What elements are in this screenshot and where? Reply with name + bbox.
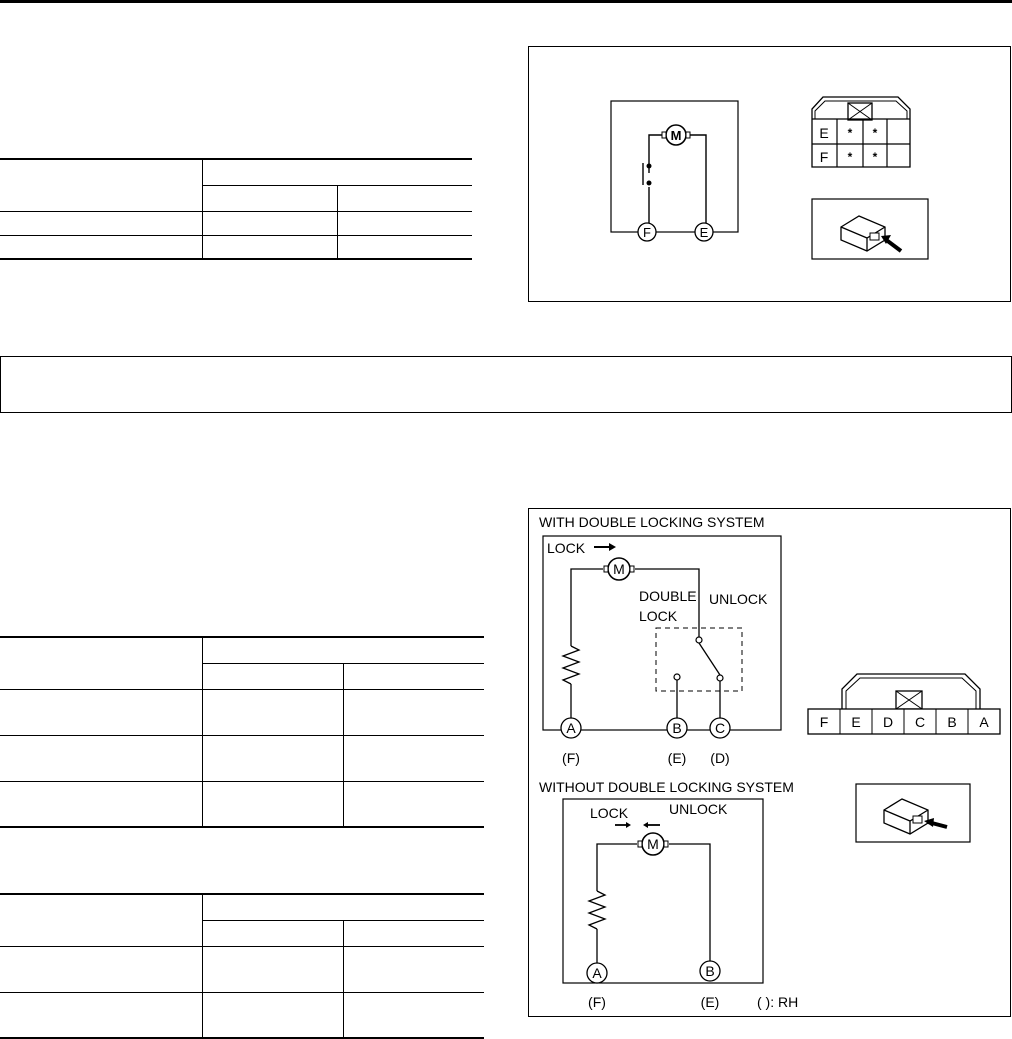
connector-view-icon: [812, 199, 928, 259]
svg-text:A: A: [566, 720, 576, 736]
table-row: [0, 211, 472, 235]
terminal-a: [587, 963, 607, 983]
motor-label: M: [670, 128, 682, 143]
resistor-icon: [589, 891, 605, 929]
table-row: [0, 235, 472, 259]
table-row: [0, 946, 484, 992]
svg-text:B: B: [705, 963, 715, 979]
svg-text:F: F: [819, 149, 829, 165]
svg-text:F: F: [643, 225, 651, 240]
door-lock-switch-figure: [528, 46, 1011, 302]
svg-text:(F): (F): [588, 994, 606, 1010]
svg-text:LOCK: LOCK: [590, 805, 629, 821]
motor-icon: [638, 833, 668, 855]
header-rule: [0, 0, 1012, 3]
terminal-e: [695, 223, 713, 241]
svg-text:*: *: [872, 126, 878, 140]
note-box: [0, 356, 1012, 413]
table-row: [0, 689, 484, 735]
svg-text:UNLOCK: UNLOCK: [709, 591, 768, 607]
svg-text:F: F: [819, 714, 829, 730]
svg-text:UNLOCK: UNLOCK: [669, 801, 728, 817]
terminal-c: [710, 718, 730, 738]
svg-text:C: C: [914, 714, 926, 730]
table-row: [0, 781, 484, 827]
table-row: [0, 735, 484, 781]
motor-icon: [604, 558, 634, 580]
svg-text:B: B: [947, 714, 957, 730]
svg-text:(D): (D): [710, 750, 730, 766]
motor-icon: [662, 125, 690, 145]
svg-text:LOCK: LOCK: [639, 608, 678, 624]
without-double-lock-title: WITHOUT DOUBLE LOCKING SYSTEM: [539, 779, 794, 795]
svg-text:C: C: [714, 720, 726, 736]
rh-note: ( ): RH: [757, 994, 799, 1010]
svg-text:(F): (F): [562, 750, 580, 766]
svg-text:D: D: [882, 714, 894, 730]
svg-text:(E): (E): [667, 750, 687, 766]
svg-text:A: A: [592, 965, 602, 981]
svg-text:E: E: [699, 225, 709, 240]
svg-text:DOUBLE: DOUBLE: [639, 588, 697, 604]
svg-text:A: A: [979, 714, 989, 730]
connector-face-6pin: [808, 674, 1000, 734]
circuit-frame: [611, 101, 738, 232]
door-lock-actuator-figure: [528, 508, 1011, 1017]
switch-circuit-diagram: [529, 47, 1010, 301]
terminal-b: [700, 961, 720, 981]
table-row: [0, 992, 484, 1038]
resistor-icon: [563, 646, 579, 684]
svg-text:*: *: [847, 126, 853, 140]
connector-face: [812, 97, 910, 167]
svg-text:M: M: [613, 561, 625, 577]
terminal-b: [667, 718, 687, 738]
svg-text:*: *: [872, 150, 878, 164]
terminal-a: [561, 718, 581, 738]
spec-table-3: [0, 893, 484, 1039]
with-double-lock-title: WITH DOUBLE LOCKING SYSTEM: [539, 514, 765, 530]
spec-table-1: [0, 158, 472, 260]
actuator-circuit-diagram: [529, 509, 1010, 1016]
svg-text:M: M: [647, 836, 659, 852]
svg-text:E: E: [851, 714, 861, 730]
svg-text:*: *: [847, 150, 853, 164]
svg-text:B: B: [672, 720, 682, 736]
spec-table-2: [0, 636, 484, 828]
lock-direction-label: LOCK: [547, 540, 586, 556]
terminal-f: [638, 223, 656, 241]
svg-text:(E): (E): [700, 994, 720, 1010]
connector-view-icon: [856, 784, 970, 842]
svg-text:E: E: [819, 125, 829, 141]
